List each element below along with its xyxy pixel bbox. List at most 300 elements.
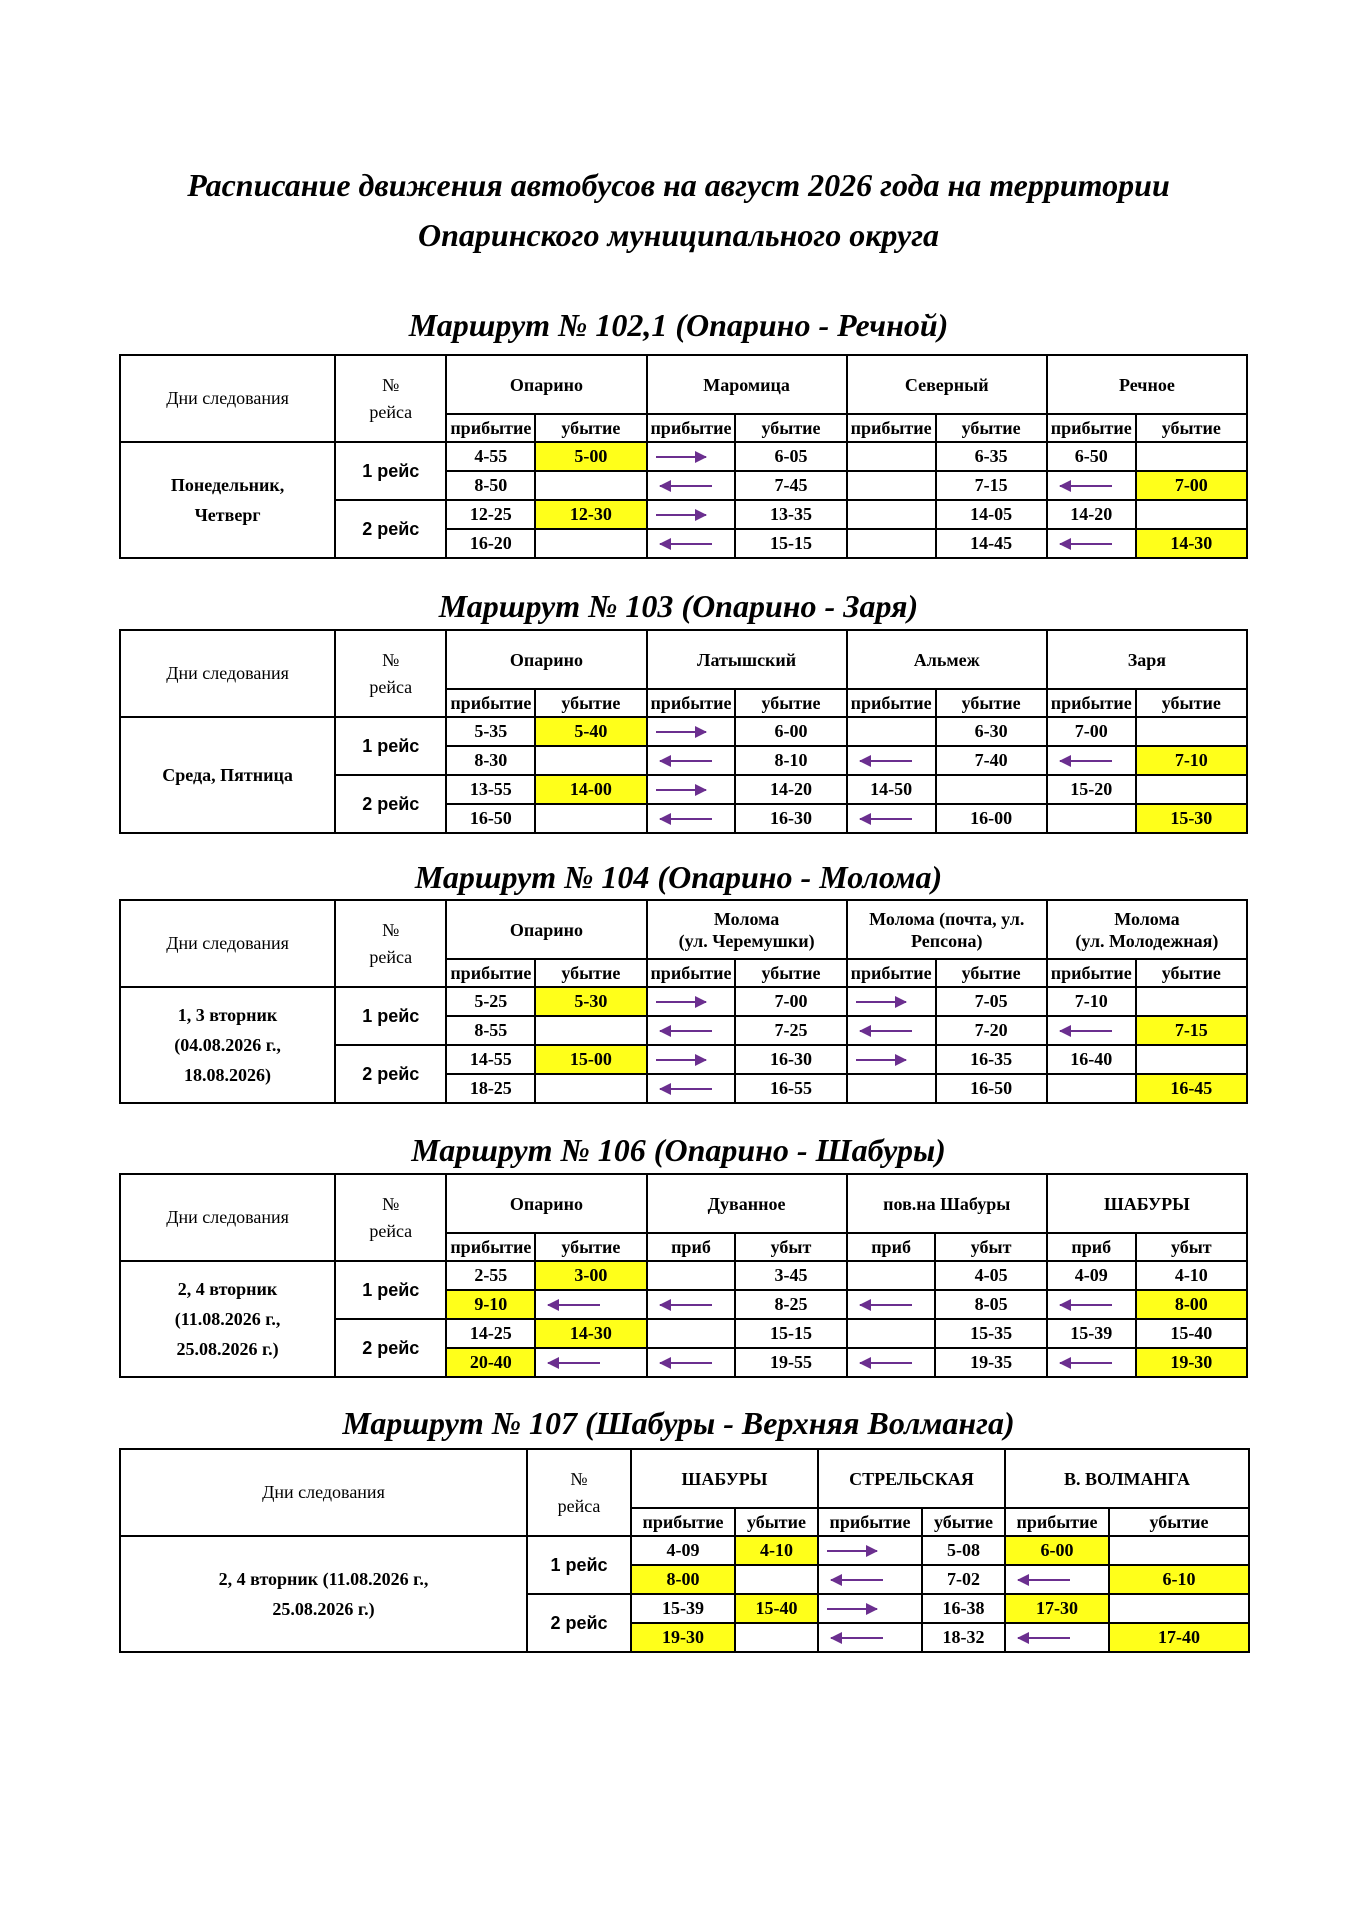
time-cell: 6-05 [735,442,846,471]
time-cell [847,1261,936,1290]
time-cell: 15-00 [535,1045,646,1074]
days-of-operation [120,1536,527,1652]
route-title: Маршрут № 102,1 (Опарино - Речной) [408,307,949,343]
time-cell [647,717,736,746]
time-cell [1047,1348,1136,1377]
time-cell: 14-50 [847,775,936,804]
time-cell: 5-40 [535,717,646,746]
stop-header [446,1174,646,1233]
column-subheader: прибытие [647,689,736,717]
text-line: Дуванное [707,1193,786,1214]
arrow-left-icon [831,1637,883,1639]
stop-header [847,1174,1047,1233]
trip-label: 2 рейс [335,500,446,558]
column-subheader: убытие [735,414,846,442]
time-cell [535,1016,646,1045]
stop-header [1047,355,1247,414]
stop-header [1047,900,1247,959]
route-title: Маршрут № 106 (Опарино - Шабуры) [411,1132,946,1168]
time-cell: 15-40 [1136,1319,1247,1348]
time-cell [735,1565,818,1594]
time-cell [1047,1074,1136,1103]
arrow-left-icon [660,1304,712,1306]
column-subheader: приб [647,1233,736,1261]
text-line: Опарино [509,649,584,670]
time-cell [1047,1016,1136,1045]
time-cell [647,442,736,471]
time-cell [1047,529,1136,558]
column-subheader: прибытие [446,959,535,987]
time-cell: 15-39 [631,1594,735,1623]
text-line: рейса [369,1220,413,1241]
time-cell [847,746,936,775]
time-cell: 3-00 [535,1261,646,1290]
time-cell [847,804,936,833]
time-cell [535,1348,646,1377]
column-subheader: прибытие [847,414,936,442]
time-cell [647,1016,736,1045]
time-cell [1005,1623,1109,1652]
text-line: (11.08.2026 г., [174,1309,281,1329]
time-cell: 12-30 [535,500,646,529]
time-cell: 14-30 [535,1319,646,1348]
column-subheader: прибытие [446,1233,535,1261]
column-subheader: прибытие [1047,959,1136,987]
column-subheader: прибытие [847,959,936,987]
time-cell: 14-05 [936,500,1047,529]
time-cell: 5-30 [535,987,646,1016]
trip-label: 1 рейс [335,442,446,500]
time-cell: 15-15 [735,1319,846,1348]
arrow-left-icon [831,1579,883,1581]
trip-label: 1 рейс [335,1261,446,1319]
time-cell: 15-15 [735,529,846,558]
time-cell [647,471,736,500]
stop-header [847,355,1047,414]
time-cell [847,529,936,558]
column-subheader: прибытие [647,414,736,442]
time-cell [936,775,1047,804]
arrow-left-icon [660,485,712,487]
trip-label: 2 рейс [335,1045,446,1103]
time-cell [1047,1290,1136,1319]
time-cell: 8-00 [631,1565,735,1594]
time-cell: 7-10 [1136,746,1247,775]
column-subheader: прибытие [1047,414,1136,442]
time-cell [847,1074,936,1103]
time-cell: 14-25 [446,1319,535,1348]
time-cell [647,804,736,833]
schedule-table [119,1173,1248,1378]
time-cell: 14-20 [735,775,846,804]
time-cell [535,746,646,775]
column-subheader: убытие [1109,1508,1249,1536]
text-line: Речное [1119,374,1175,395]
text-line: рейса [369,401,413,422]
time-cell: 15-40 [735,1594,818,1623]
column-subheader: убытие [735,959,846,987]
text-line: Среда, Пятница [162,765,293,785]
trip-number-header [527,1449,631,1536]
trip-label: 1 рейс [335,987,446,1045]
time-cell [1047,746,1136,775]
arrow-left-icon [548,1304,600,1306]
time-cell [735,1623,818,1652]
time-cell: 14-20 [1047,500,1136,529]
column-subheader: убытие [535,1233,646,1261]
time-cell [647,529,736,558]
text-line: № [382,919,400,940]
time-cell [818,1594,922,1623]
arrow-left-icon [860,1304,912,1306]
time-cell: 14-00 [535,775,646,804]
column-subheader: убыт [735,1233,846,1261]
time-cell [647,775,736,804]
column-subheader: убытие [735,689,846,717]
arrow-left-icon [660,818,712,820]
arrow-left-icon [660,1088,712,1090]
page-title-line-1: Расписание движения автобусов на август 2026 года на территории [187,167,1170,203]
time-cell [847,1319,936,1348]
trip-number-header [335,1174,446,1261]
text-line: В. ВОЛМАНГА [1064,1468,1191,1489]
column-subheader: убытие [535,414,646,442]
time-cell: 13-55 [446,775,535,804]
time-cell: 16-35 [936,1045,1047,1074]
stop-header [1047,1174,1247,1233]
time-cell: 4-09 [1047,1261,1136,1290]
route-title: Маршрут № 107 (Шабуры - Верхняя Волманга) [342,1405,1015,1441]
time-cell: 5-35 [446,717,535,746]
time-cell: 18-25 [446,1074,535,1103]
arrow-left-icon [660,1030,712,1032]
text-line: Молома (почта, ул. [869,908,1025,929]
time-cell: 7-20 [936,1016,1047,1045]
text-line: 18.08.2026) [184,1065,272,1085]
column-subheader: убыт [935,1233,1046,1261]
days-of-operation [120,717,335,833]
stop-header [446,355,646,414]
arrow-left-icon [860,760,912,762]
time-cell: 15-39 [1047,1319,1136,1348]
trip-label: 2 рейс [527,1594,631,1652]
days-header: Дни следования [120,1174,335,1261]
time-cell: 15-30 [1136,804,1247,833]
time-cell: 6-00 [735,717,846,746]
time-cell [647,1290,736,1319]
trip-number-header [335,900,446,987]
arrow-right-icon [656,456,706,458]
time-cell [1136,500,1247,529]
stop-header [1005,1449,1249,1508]
time-cell [647,1319,736,1348]
time-cell: 18-32 [922,1623,1005,1652]
time-cell [847,1016,936,1045]
text-line: Опарино [509,919,584,940]
stop-header [446,630,646,689]
schedule-table [119,629,1248,834]
time-cell: 7-02 [922,1565,1005,1594]
table-row [120,442,1247,471]
time-cell: 7-00 [1136,471,1247,500]
time-cell: 16-50 [446,804,535,833]
time-cell: 7-10 [1047,987,1136,1016]
arrow-left-icon [860,818,912,820]
time-cell [1136,442,1247,471]
text-line: 25.08.2026 г.) [176,1339,279,1359]
column-subheader: прибытие [1005,1508,1109,1536]
time-cell: 4-10 [1136,1261,1247,1290]
arrow-left-icon [1060,1362,1112,1364]
time-cell: 19-30 [1136,1348,1247,1377]
column-subheader: приб [847,1233,936,1261]
column-subheader: прибытие [446,689,535,717]
time-cell [818,1536,922,1565]
time-cell: 16-30 [735,1045,846,1074]
time-cell [647,746,736,775]
time-cell: 15-20 [1047,775,1136,804]
text-line: Опарино [509,374,584,395]
time-cell: 16-45 [1136,1074,1247,1103]
time-cell [535,1290,646,1319]
arrow-left-icon [660,760,712,762]
route-title: Маршрут № 103 (Опарино - Заря) [438,588,919,624]
text-line: Репсона) [911,930,983,951]
time-cell [647,1045,736,1074]
page-title [0,160,1357,260]
time-cell: 6-10 [1109,1565,1249,1594]
table-row [120,1261,1247,1290]
stop-header [818,1449,1005,1508]
column-subheader: приб [1047,1233,1136,1261]
time-cell: 20-40 [446,1348,535,1377]
trip-label: 1 рейс [527,1536,631,1594]
time-cell: 3-45 [735,1261,846,1290]
column-subheader: прибытие [631,1508,735,1536]
column-subheader: прибытие [446,414,535,442]
time-cell [847,471,936,500]
time-cell: 13-35 [735,500,846,529]
arrow-left-icon [860,1362,912,1364]
time-cell [847,500,936,529]
time-cell: 14-45 [936,529,1047,558]
time-cell [818,1565,922,1594]
text-line: (ул. Молодежная) [1075,930,1219,951]
days-header: Дни следования [120,900,335,987]
time-cell: 16-20 [446,529,535,558]
time-cell [647,987,736,1016]
arrow-left-icon [1060,1304,1112,1306]
time-cell: 8-30 [446,746,535,775]
arrow-left-icon [660,543,712,545]
arrow-left-icon [548,1362,600,1364]
table-row [120,717,1247,746]
page-title-line-2: Опаринского муниципального округа [418,217,939,253]
time-cell: 6-50 [1047,442,1136,471]
arrow-right-icon [656,1001,706,1003]
time-cell [647,1261,736,1290]
time-cell: 7-45 [735,471,846,500]
time-cell: 7-00 [1047,717,1136,746]
time-cell [1136,775,1247,804]
time-cell: 8-05 [935,1290,1046,1319]
days-header: Дни следования [120,1449,527,1536]
arrow-left-icon [1060,1030,1112,1032]
table-row [120,1536,1249,1565]
column-subheader: убытие [735,1508,818,1536]
text-line: Молома [1114,908,1180,929]
text-line: Маромица [703,374,790,395]
stop-header [647,630,847,689]
arrow-left-icon [1060,543,1112,545]
column-subheader: убыт [1136,1233,1247,1261]
stop-header [631,1449,818,1508]
days-of-operation [120,442,335,558]
text-line: СТРЕЛЬСКАЯ [849,1468,974,1489]
column-subheader: прибытие [847,689,936,717]
text-line: рейса [557,1495,601,1516]
time-cell: 19-30 [631,1623,735,1652]
arrow-right-icon [827,1550,877,1552]
arrow-left-icon [660,1362,712,1364]
time-cell [818,1623,922,1652]
schedule-table [119,354,1248,559]
stop-header [446,900,646,959]
time-cell: 7-00 [735,987,846,1016]
time-cell: 19-55 [735,1348,846,1377]
time-cell [1047,804,1136,833]
time-cell: 4-10 [735,1536,818,1565]
days-of-operation [120,1261,335,1377]
text-line: Опарино [509,1193,584,1214]
arrow-left-icon [1018,1579,1070,1581]
time-cell: 7-25 [735,1016,846,1045]
trip-number-header [335,355,446,442]
time-cell: 8-25 [735,1290,846,1319]
time-cell [1005,1565,1109,1594]
column-subheader: убытие [1136,959,1247,987]
text-line: 2, 4 вторник [177,1279,278,1299]
time-cell: 5-08 [922,1536,1005,1565]
time-cell [535,529,646,558]
column-subheader: убытие [1136,414,1247,442]
time-cell [647,1348,736,1377]
time-cell: 16-30 [735,804,846,833]
schedule-table [119,899,1248,1104]
time-cell: 5-25 [446,987,535,1016]
column-subheader: прибытие [647,959,736,987]
text-line: 1, 3 вторник [177,1005,278,1025]
time-cell [647,1074,736,1103]
time-cell: 2-55 [446,1261,535,1290]
text-line: рейса [369,676,413,697]
stop-header [647,355,847,414]
time-cell: 4-05 [935,1261,1046,1290]
time-cell: 4-09 [631,1536,735,1565]
time-cell [535,1074,646,1103]
text-line: № [570,1468,588,1489]
stop-header [647,1174,847,1233]
trip-number-header [335,630,446,717]
time-cell [847,717,936,746]
time-cell: 19-35 [935,1348,1046,1377]
trip-label: 2 рейс [335,1319,446,1377]
time-cell: 7-05 [936,987,1047,1016]
arrow-right-icon [856,1001,906,1003]
time-cell: 5-00 [535,442,646,471]
time-cell: 7-15 [1136,1016,1247,1045]
time-cell: 8-50 [446,471,535,500]
time-cell: 6-30 [936,717,1047,746]
text-line: Заря [1127,649,1167,670]
time-cell [1109,1536,1249,1565]
column-subheader: убытие [936,414,1047,442]
time-cell [1136,987,1247,1016]
stop-header [847,630,1047,689]
text-line: Альмеж [913,649,980,670]
arrow-right-icon [656,731,706,733]
text-line: (04.08.2026 г., [174,1035,281,1055]
time-cell [647,500,736,529]
time-cell: 8-55 [446,1016,535,1045]
time-cell: 8-10 [735,746,846,775]
time-cell: 16-55 [735,1074,846,1103]
text-line: ШАБУРЫ [681,1468,768,1489]
time-cell [847,1045,936,1074]
text-line: № [382,374,400,395]
days-of-operation [120,987,335,1103]
arrow-right-icon [856,1059,906,1061]
arrow-left-icon [1060,760,1112,762]
time-cell: 16-50 [936,1074,1047,1103]
time-cell: 9-10 [446,1290,535,1319]
time-cell: 8-00 [1136,1290,1247,1319]
text-line: пов.на Шабуры [883,1193,1011,1214]
time-cell: 7-40 [936,746,1047,775]
text-line: 2, 4 вторник (11.08.2026 г., [218,1569,429,1589]
text-line: 25.08.2026 г.) [272,1599,375,1619]
stop-header [1047,630,1247,689]
time-cell [847,987,936,1016]
arrow-right-icon [827,1608,877,1610]
time-cell: 6-00 [1005,1536,1109,1565]
arrow-right-icon [656,514,706,516]
text-line: Молома [713,908,780,929]
arrow-right-icon [656,789,706,791]
time-cell [847,1290,936,1319]
time-cell [1136,1045,1247,1074]
time-cell [535,804,646,833]
time-cell: 17-40 [1109,1623,1249,1652]
time-cell: 7-15 [936,471,1047,500]
table-row [120,987,1247,1016]
time-cell [1136,717,1247,746]
column-subheader: убытие [1136,689,1247,717]
time-cell: 12-25 [446,500,535,529]
text-line: (ул. Черемушки) [678,930,815,951]
days-header: Дни следования [120,355,335,442]
time-cell: 16-40 [1047,1045,1136,1074]
time-cell: 16-00 [936,804,1047,833]
time-cell: 6-35 [936,442,1047,471]
arrow-left-icon [860,1030,912,1032]
text-line: ШАБУРЫ [1103,1193,1190,1214]
text-line: Понедельник, [170,475,285,495]
text-line: № [382,649,400,670]
trip-label: 1 рейс [335,717,446,775]
time-cell: 15-35 [935,1319,1046,1348]
route-title: Маршрут № 104 (Опарино - Молома) [414,859,943,895]
